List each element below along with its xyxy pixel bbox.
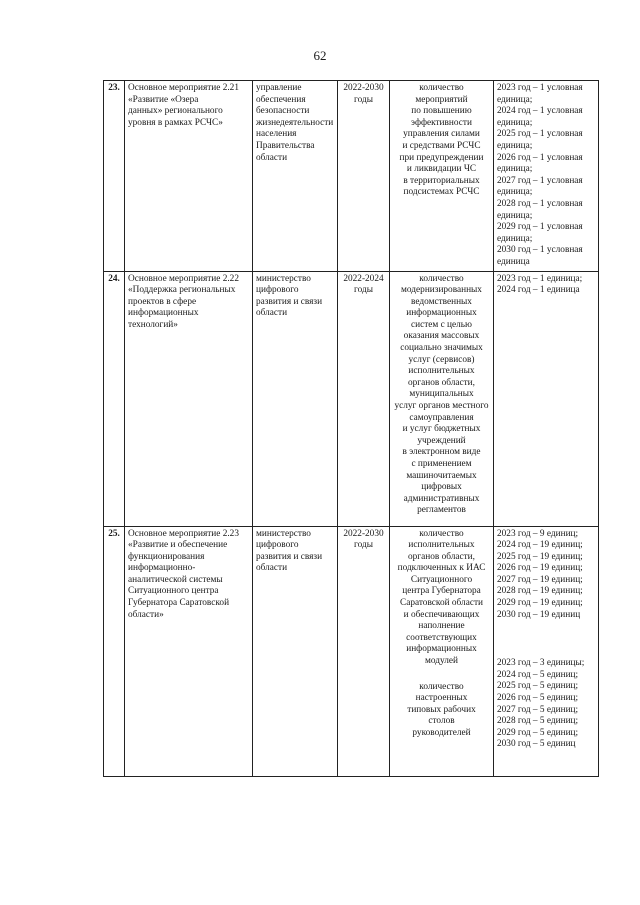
target-value-line: 2023 год – 3 единицы;: [497, 658, 585, 669]
period-unit: годы: [354, 285, 373, 296]
values-spacer: [497, 621, 595, 658]
indicator-line: настроенных: [415, 693, 468, 704]
indicator-line: мероприятий: [415, 94, 468, 105]
indicator-line: регламентов: [417, 505, 466, 516]
indicator-line: модернизированных: [401, 285, 482, 296]
target-value-line: 2029 год – 1 условная: [497, 222, 583, 233]
row-number: 23.: [108, 83, 120, 93]
indicator-line: оказания массовых: [403, 331, 480, 342]
target-value-line: 2030 год – 19 единиц: [497, 609, 581, 620]
indicator-line: в территориальных: [403, 175, 480, 186]
event-name-line: Основное мероприятие 2.23: [128, 528, 239, 539]
target-value-line: единица;: [497, 210, 533, 221]
event-name-line: Губернатора Саратовской: [128, 598, 230, 609]
indicator-line: услуг (сервисов): [408, 354, 475, 365]
event-name-line: «Поддержка региональных: [128, 285, 236, 296]
event-name-cell: [125, 526, 253, 776]
executor-line: министерство: [256, 273, 311, 284]
executor-line: цифрового: [256, 285, 299, 296]
target-value-line: 2023 год – 9 единиц;: [497, 528, 579, 539]
indicator-line: центра Губернатора: [402, 586, 481, 597]
event-name-line: Основное мероприятие 2.21: [128, 83, 239, 93]
indicator-line: с применением: [411, 459, 472, 469]
indicator-line: исполнительных: [408, 366, 475, 377]
executor-cell: [253, 526, 338, 776]
indicator-line: столов: [428, 716, 455, 727]
executor-line: министерство: [256, 528, 311, 539]
event-name-line: уровня в рамках РСЧС»: [128, 117, 223, 128]
event-name-line: информационно-: [128, 563, 196, 574]
target-value-line: единица;: [497, 233, 533, 244]
row-number: 25.: [108, 528, 120, 539]
indicator-line: систем с целью: [410, 319, 472, 330]
indicator-cell: [390, 81, 494, 272]
indicator-line: эффективности: [411, 117, 472, 128]
indicator-line: цифровых: [421, 482, 462, 493]
indicator-line: руководителей: [412, 728, 471, 738]
event-name-line: проектов в сфере: [128, 296, 197, 307]
target-value-line: 2026 год – 19 единиц;: [497, 563, 583, 574]
target-value-line: 2026 год – 1 условная: [497, 152, 583, 163]
indicator-line: муниципальных: [409, 389, 474, 400]
executor-line: населения: [256, 129, 297, 140]
target-value-line: 2028 год – 19 единиц;: [497, 586, 583, 597]
indicator-line: органов области,: [408, 551, 475, 562]
indicator-line: при предупреждении: [399, 152, 484, 163]
event-name-line: технологий»: [128, 319, 178, 330]
indicator-line: услуг органов местного: [394, 401, 489, 412]
target-value-line: единица;: [497, 117, 533, 128]
executor-cell: [253, 271, 338, 526]
target-value-line: 2025 год – 1 условная: [497, 129, 583, 140]
target-value-line: 2027 год – 1 условная: [497, 175, 583, 186]
indicator-line: информационных: [406, 644, 477, 655]
period-unit: годы: [354, 94, 373, 105]
period-years: 2022-2030: [343, 528, 384, 539]
period-unit: годы: [354, 540, 373, 551]
row-number-cell: [104, 526, 125, 776]
indicator-line: подключенных к ИАС: [397, 563, 486, 574]
executor-line: развития и связи: [256, 551, 323, 562]
target-value-line: 2030 год – 5 единиц: [497, 739, 576, 750]
executor-line: Правительства: [256, 140, 315, 151]
target-value-line: 2026 год – 5 единиц;: [497, 693, 579, 704]
event-name-line: аналитической системы: [128, 574, 223, 585]
executor-line: области: [256, 563, 288, 574]
period-years: 2022-2030: [343, 83, 384, 93]
page-number: 62: [313, 48, 327, 63]
indicator-cell: [390, 271, 494, 526]
executor-line: развития и связи: [256, 296, 323, 307]
target-value-line: 2024 год – 1 единица: [497, 285, 580, 296]
target-values-cell: [494, 271, 599, 526]
target-value-line: единица;: [497, 140, 533, 151]
indicator-line: учреждений: [417, 435, 466, 446]
event-name-line: «Развитие «Озера: [128, 94, 199, 105]
indicator-line: ведомственных: [411, 296, 472, 307]
indicator-line: и услуг бюджетных: [402, 424, 481, 435]
indicator-cell: [390, 526, 494, 776]
indicator-line: управления силами: [403, 129, 480, 140]
indicator-line: по повышению: [411, 106, 472, 117]
event-name-line: функционирования: [128, 551, 205, 562]
target-values-cell: [494, 81, 599, 272]
target-value-line: 2025 год – 19 единиц;: [497, 551, 583, 562]
target-value-line: 2027 год – 5 единиц;: [497, 704, 579, 715]
executor-line: управление: [256, 83, 302, 93]
executor-cell: [253, 81, 338, 272]
measures-table: [103, 80, 599, 777]
table-row: [104, 81, 599, 272]
target-value-line: 2027 год – 19 единиц;: [497, 574, 583, 585]
target-value-line: 2024 год – 1 условная: [497, 106, 583, 117]
indicator-line: количество: [419, 681, 464, 692]
indicator-line: и средствами РСЧС: [402, 140, 481, 151]
indicator-line: наполнение: [418, 621, 465, 632]
target-value-line: 2028 год – 1 условная: [497, 198, 583, 209]
table-row: [104, 271, 599, 526]
indicator-line: модулей: [425, 656, 458, 667]
target-value-line: единица: [497, 256, 530, 267]
indicator-line: информационных: [406, 308, 477, 319]
indicator-line: количество: [419, 273, 464, 284]
indicator-line: машиночитаемых: [406, 470, 477, 481]
target-value-line: единица;: [497, 94, 533, 105]
event-name-line: данных» регионального: [128, 106, 223, 117]
indicator-line: административных: [403, 493, 480, 504]
event-name-cell: [125, 271, 253, 526]
executor-line: безопасности: [256, 106, 310, 117]
table-row: [104, 526, 599, 776]
executor-line: области: [256, 152, 288, 163]
indicator-line: Саратовской области: [400, 598, 483, 609]
target-value-line: 2029 год – 5 единиц;: [497, 727, 579, 738]
row-number-cell: [104, 81, 125, 272]
period-cell: [338, 81, 390, 272]
executor-line: обеспечения: [256, 94, 306, 105]
indicator-line: Ситуационного: [410, 574, 473, 585]
target-value-line: 2025 год – 5 единиц;: [497, 681, 579, 692]
indicator-line: социально значимых: [400, 343, 483, 354]
indicator-line: и ликвидации ЧС: [406, 164, 477, 175]
indicator-spacer: [393, 668, 490, 682]
row-number: 24.: [108, 273, 120, 284]
event-name-line: информационных: [128, 308, 199, 319]
event-name-cell: [125, 81, 253, 272]
period-years: 2022-2024: [343, 273, 384, 284]
target-value-line: 2023 год – 1 единица;: [497, 273, 583, 284]
executor-line: области: [256, 308, 288, 319]
indicator-line: в электронном виде: [402, 447, 481, 458]
event-name-line: области»: [128, 609, 164, 620]
event-name-line: Ситуационного центра: [128, 586, 219, 597]
indicator-line: и обеспечивающих: [403, 609, 480, 620]
event-name-line: «Развитие и обеспечение: [128, 540, 228, 551]
executor-line: цифрового: [256, 540, 299, 551]
indicator-line: самоуправления: [409, 412, 474, 423]
target-value-line: 2024 год – 19 единиц;: [497, 540, 583, 551]
target-value-line: 2023 год – 1 условная: [497, 83, 583, 93]
target-value-line: единица;: [497, 187, 533, 198]
indicator-line: типовых рабочих: [407, 704, 476, 715]
period-cell: [338, 526, 390, 776]
indicator-line: исполнительных: [408, 540, 475, 551]
indicator-line: количество: [419, 528, 464, 539]
executor-line: жизнедеятельности: [256, 117, 334, 128]
target-value-line: 2030 год – 1 условная: [497, 245, 583, 256]
target-value-line: 2029 год – 19 единиц;: [497, 598, 583, 609]
indicator-line: подсистемах РСЧС: [403, 187, 480, 198]
indicator-line: соответствующих: [406, 632, 477, 643]
target-value-line: единица;: [497, 164, 533, 175]
period-cell: [338, 271, 390, 526]
target-value-line: 2024 год – 5 единиц;: [497, 669, 579, 680]
row-number-cell: [104, 271, 125, 526]
indicator-line: органов области,: [408, 377, 475, 388]
target-values-cell: [494, 526, 599, 776]
target-value-line: 2028 год – 5 единиц;: [497, 716, 579, 727]
indicator-line: количество: [419, 83, 464, 93]
event-name-line: Основное мероприятие 2.22: [128, 273, 239, 284]
